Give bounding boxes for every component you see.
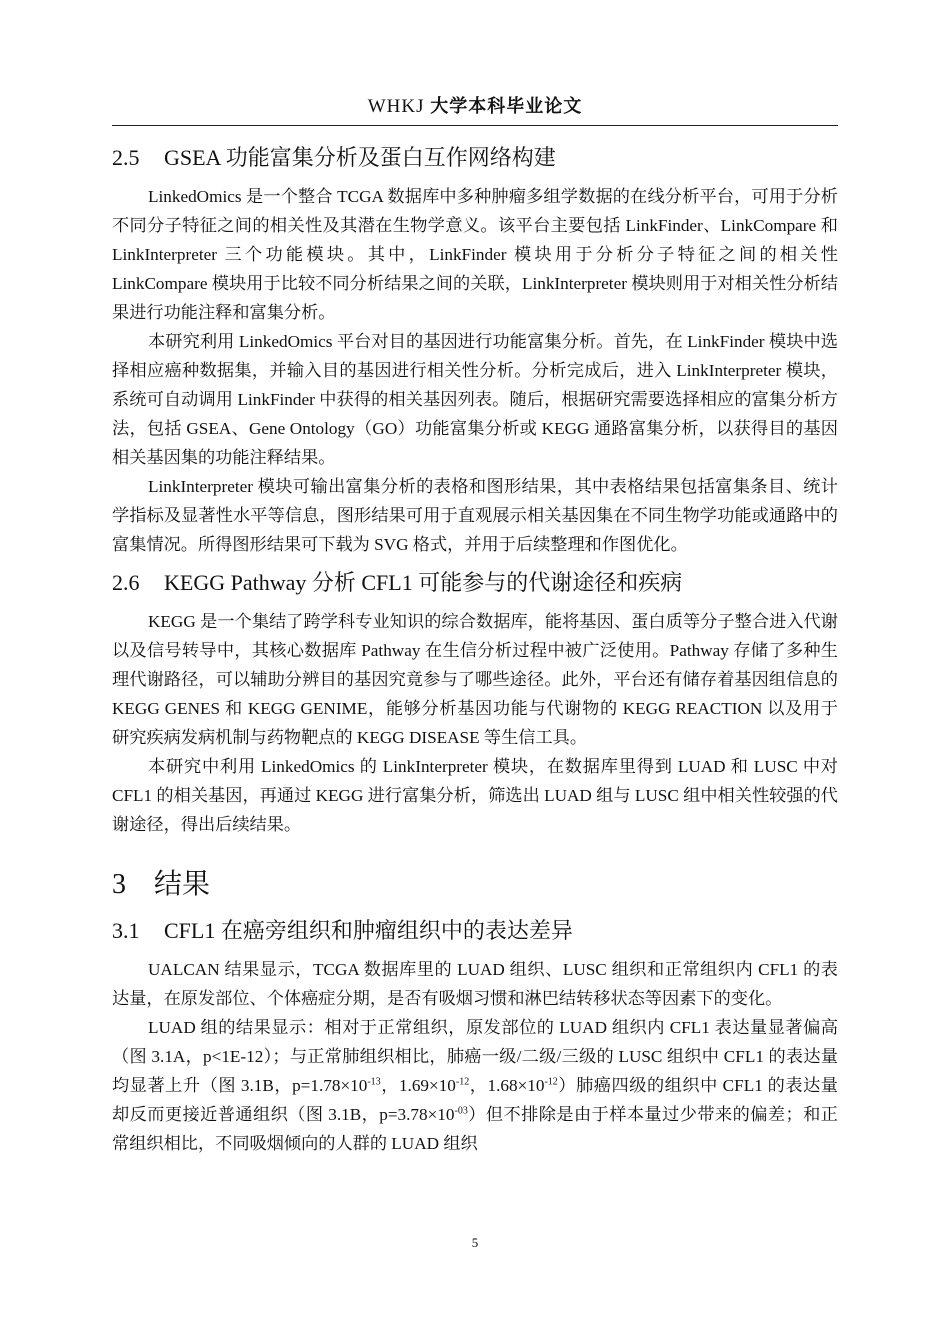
section-title: CFL1 在癌旁组织和肿瘤组织中的表达差异 [164, 918, 573, 943]
chapter-heading-3 [112, 863, 838, 907]
text-run: ）但不排除是由于样本量过少带来的偏差；和正常组织相比，不同吸烟倾向的人群的 LUAD 组织 [112, 1105, 838, 1153]
text-run: ，1.68×10 [469, 1076, 545, 1095]
section-number: 2.6 [112, 570, 140, 595]
chapter-title: 结果 [154, 869, 211, 900]
text-run: ，1.69×10 [380, 1076, 456, 1095]
text-run: ）肺癌四级的组织中 CFL1 的表达量却反而更接近普通组织（图 3.1B，p=3.78×10 [112, 1076, 838, 1124]
section-heading-2-5 [112, 140, 838, 176]
superscript: -12 [544, 1076, 558, 1088]
text-run: LUAD 组的结果显示：相对于正常组织，原发部位的 LUAD 组织内 CFL1 表达量显著偏高（图 3.1A，p<1E-12）；与正常肺组织相比，肺癌一级/二级/三级的 LUSC 组织中 CFL1 的表达量均显著上升（图 3.1B，p=1.78×10 [112, 1018, 838, 1095]
paragraph: UALCAN 结果显示，TCGA 数据库里的 LUAD 组织、LUSC 组织和正常组织内 CFL1 的表达量，在原发部位、个体癌症分期，是否有吸烟习惯和淋巴结转移状态等因素下的变化。 [112, 960, 838, 1008]
superscript: -13 [367, 1076, 381, 1088]
superscript: -12 [455, 1076, 470, 1088]
paragraph: LinkInterpreter 模块可输出富集分析的表格和图形结果，其中表格结果包括富集条目、统计学指标及显著性水平等信息，图形结果可用于直观展示相关基因集在不同生物学功能或通路中的富集情况。所得图形结果可下载为 SVG 格式，并用于后续整理和作图优化。 [112, 477, 838, 554]
section-title: GSEA 功能富集分析及蛋白互作网络构建 [164, 145, 556, 170]
paragraph: LinkedOmics 是一个整合 TCGA 数据库中多种肿瘤多组学数据的在线分析平台，可用于分析不同分子特征之间的相关性及其潜在生物学意义。该平台主要包括 LinkFinder、LinkCompare 和 LinkInterpreter 三个功能模块。其中，LinkFinder 模块用于分析分子特征之间的相关性 LinkCompare 模块用于比较不同分析结果之间的关联，LinkInterpreter 模块则用于对相关性分析结果进行功能注释和富集分析。 [112, 187, 838, 322]
paragraph-with-superscripts [112, 1013, 838, 1158]
section-number: 2.5 [112, 145, 140, 170]
section-heading-2-6 [112, 565, 838, 601]
superscript: -03 [454, 1105, 468, 1117]
paragraph: 本研究利用 LinkedOmics 平台对目的基因进行功能富集分析。首先，在 LinkFinder 模块中选择相应癌种数据集，并输入目的基因进行相关性分析。分析完成后，进入 LinkInterpreter 模块，系统可自动调用 LinkFinder 中获得的相关基因列表。随后，根据研究需要选择相应的富集分析方法，包括 GSEA、Gene Ontology（GO）功能富集分析或 KEGG 通路富集分析，以获得目的基因相关基因集的功能注释结果。 [112, 332, 838, 467]
section-heading-3-1 [112, 913, 838, 949]
paragraph: 本研究中利用 LinkedOmics 的 LinkInterpreter 模块，在数据库里得到 LUAD 和 LUSC 中对 CFL1 的相关基因，再通过 KEGG 进行富集分析，筛选出 LUAD 组与 LUSC 组中相关性较强的代谢途径，得出后续结果。 [112, 757, 838, 834]
section-number: 3.1 [112, 918, 140, 943]
header-title: 大学本科毕业论文 [430, 96, 583, 117]
body-content [112, 134, 838, 1158]
header-latin: WHKJ [367, 96, 431, 117]
paragraph: KEGG 是一个集结了跨学科专业知识的综合数据库，能将基因、蛋白质等分子整合进入代谢以及信号转导中，其核心数据库 Pathway 在生信分析过程中被广泛使用。Pathway 存储了多种生理代谢路径，可以辅助分辨目的基因究竟参与了哪些途径。此外，平台还有储存着基因组信息的 KEGG GENES 和 KEGG GENIME，能够分析基因功能与代谢物的 KEGG REACTION 以及用于研究疾病发病机制与药物靶点的 KEGG DISEASE 等生信工具。 [112, 612, 838, 747]
running-header [112, 92, 838, 118]
page-number: 5 [471, 1235, 479, 1250]
section-title: KEGG Pathway 分析 CFL1 可能参与的代谢途径和疾病 [164, 570, 683, 595]
header-rule [112, 125, 838, 126]
chapter-number: 3 [112, 869, 126, 900]
